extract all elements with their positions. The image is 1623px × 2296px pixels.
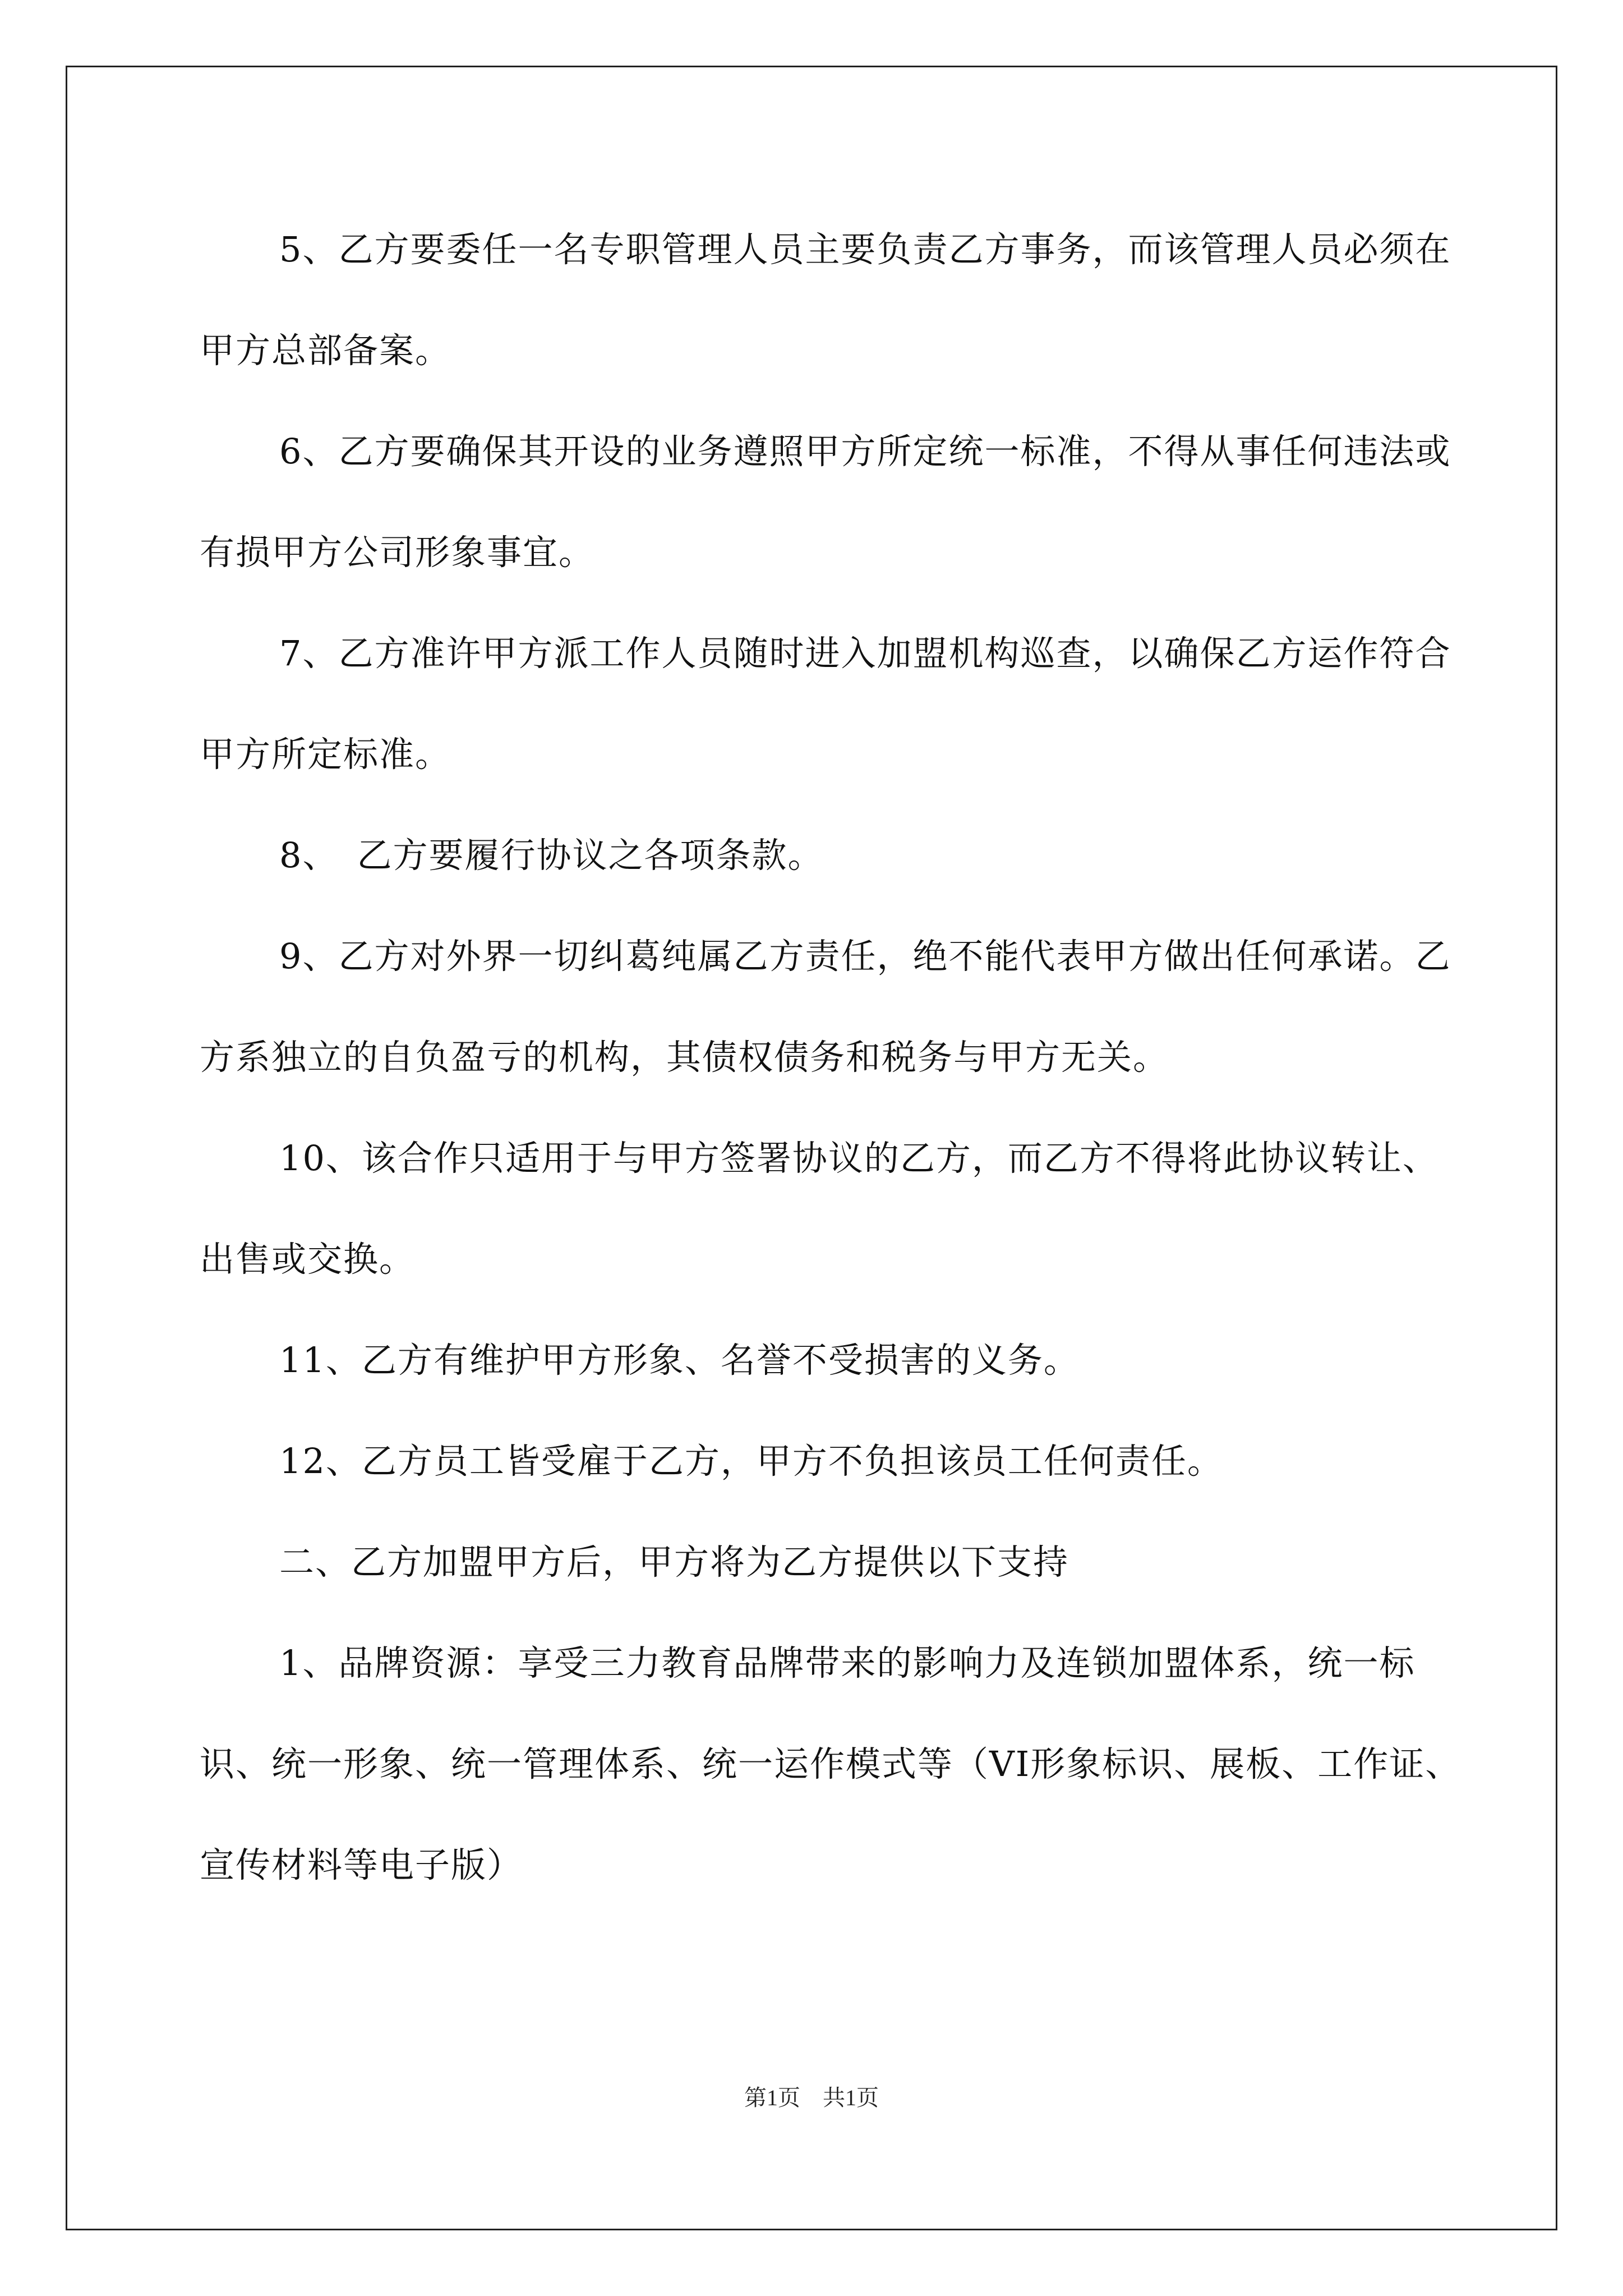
page-footer: 第1页 共1页 bbox=[744, 2085, 879, 2110]
paragraph-12: 12、乙方员工皆受雇于乙方，甲方不负担该员工任何责任。 bbox=[279, 1441, 1223, 1481]
paragraph-10: 10、该合作只适用于与甲方签署协议的乙方，而乙方不得将此协议转让、出售或交换。 bbox=[200, 1138, 1438, 1280]
paragraph-5: 5、乙方要委任一名专职管理人员主要负责乙方事务，而该管理人员必须在甲方总部备案。 bbox=[200, 229, 1451, 371]
paragraph-6: 6、乙方要确保其开设的业务遵照甲方所定统一标准，不得从事任何违法或有损甲方公司形象事宜。 bbox=[200, 431, 1451, 573]
paragraph-11: 11、乙方有维护甲方形象、名誉不受损害的义务。 bbox=[279, 1340, 1080, 1381]
paragraph-brand-resources: 1、品牌资源：享受三力教育品牌带来的影响力及连锁加盟体系，统一标识、统一形象、统一管理体系、统一运作模式等（VI形象标识、展板、工作证、宣传材料等电子版） bbox=[200, 1642, 1461, 1885]
section-heading-2: 二、乙方加盟甲方后，甲方将为乙方提供以下支持 bbox=[279, 1542, 1069, 1582]
paragraph-9: 9、乙方对外界一切纠葛纯属乙方责任，绝不能代表甲方做出任何承诺。乙方系独立的自负盈亏的机构，其债权债务和税务与甲方无关。 bbox=[200, 936, 1451, 1078]
paragraph-7: 7、乙方准许甲方派工作人员随时进入加盟机构巡查，以确保乙方运作符合甲方所定标准。 bbox=[200, 633, 1451, 775]
document-body bbox=[200, 199, 1461, 1916]
paragraph-8: 8、 乙方要履行协议之各项条款。 bbox=[279, 835, 824, 876]
